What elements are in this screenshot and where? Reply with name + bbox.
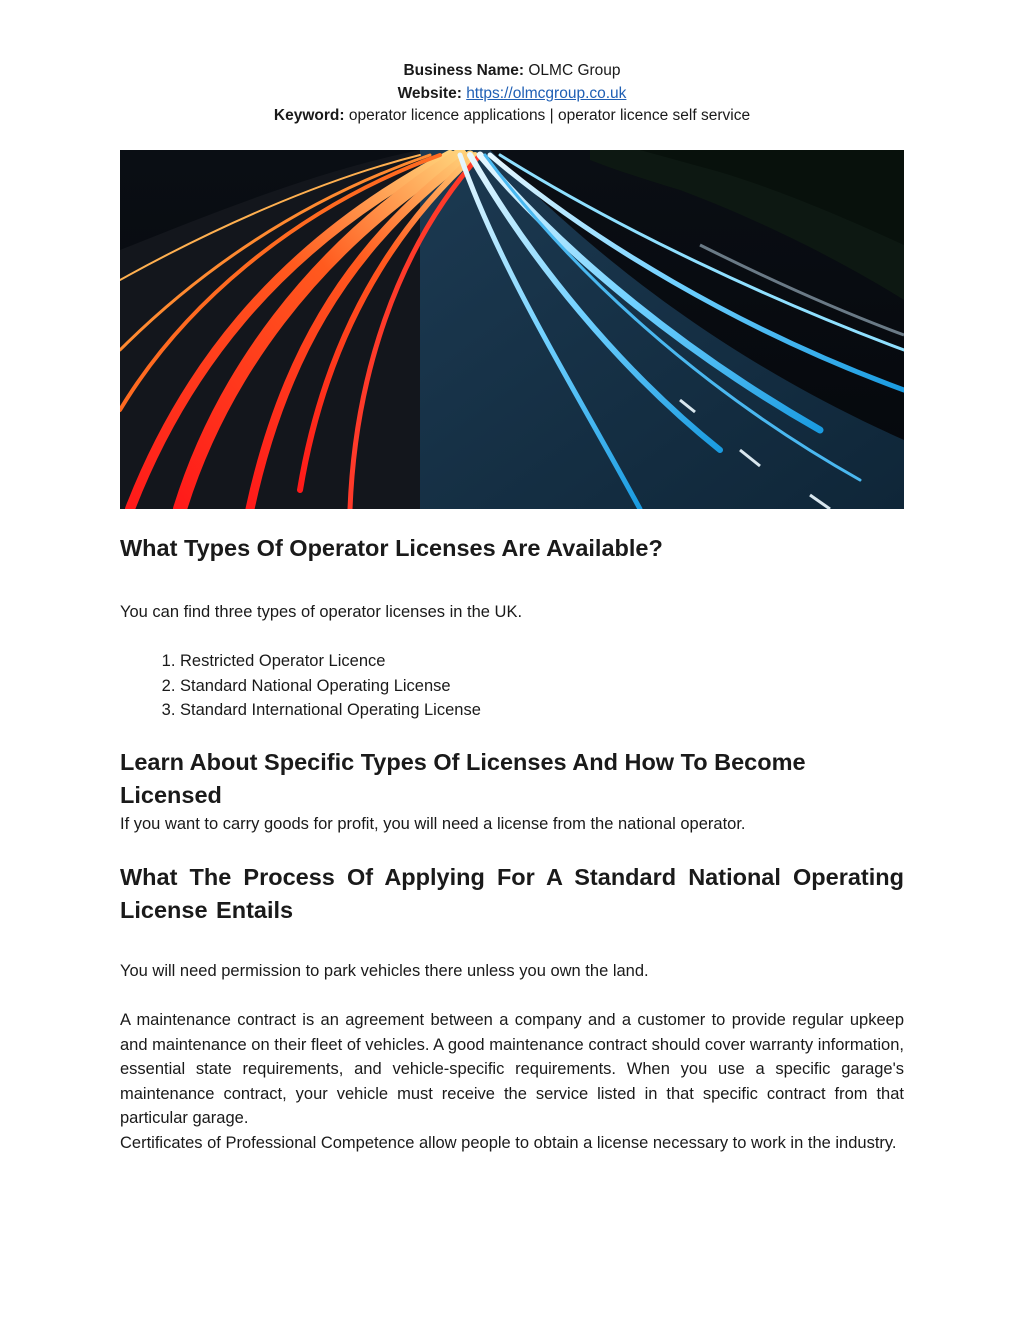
- keyword-value: operator licence applications | operator licence self service: [348, 107, 751, 124]
- list-item: 1. Restricted Operator Licence: [180, 649, 904, 674]
- body-paragraph-permission: You will need permission to park vehicles there unless you own the land.: [120, 962, 649, 980]
- body-paragraph-cpc: Certificates of Professional Competence allow people to obtain a license necessary to work in the industry.: [120, 1134, 897, 1152]
- body-paragraph-maintenance: A maintenance contract is an agreement between a company and a customer to provide regular upkeep and maintenance on their fleet of vehicles. A good maintenance contract should cover warranty information, essential state requirements, and vehicle-specific requirements. When you use a specific garage's maintenance contract, your vehicle must receive the service listed in that specific contract from that particular garage.: [120, 1011, 904, 1127]
- keyword-label: Keyword:: [273, 107, 345, 124]
- business-name-label: Business Name:: [403, 62, 525, 79]
- business-name-value: OLMC Group: [528, 62, 621, 79]
- website-link[interactable]: https://olmcgroup.co.uk: [466, 84, 627, 102]
- section-heading-process: What The Process Of Applying For A Standard National Operating License Entails: [120, 864, 904, 923]
- list-item: 3. Standard International Operating License: [180, 698, 904, 723]
- highway-light-trails-photo: [120, 150, 904, 509]
- website-line: [0, 83, 1024, 106]
- section-heading-license-types: What Types Of Operator Licenses Are Available?: [120, 535, 663, 561]
- business-name-line: [0, 60, 1024, 83]
- list-item: 2. Standard National Operating License: [180, 674, 904, 699]
- document-header: [0, 60, 1024, 128]
- section-heading-learn-about: Learn About Specific Types Of Licenses And How To Become Licensed: [120, 749, 806, 808]
- body-paragraph-carry-goods: If you want to carry goods for profit, you will need a license from the national operator.: [120, 815, 746, 833]
- section-intro-paragraph: You can find three types of operator licenses in the UK.: [120, 603, 523, 621]
- license-types-list: [120, 649, 904, 723]
- website-label: Website:: [397, 84, 462, 102]
- keyword-line: [0, 105, 1024, 128]
